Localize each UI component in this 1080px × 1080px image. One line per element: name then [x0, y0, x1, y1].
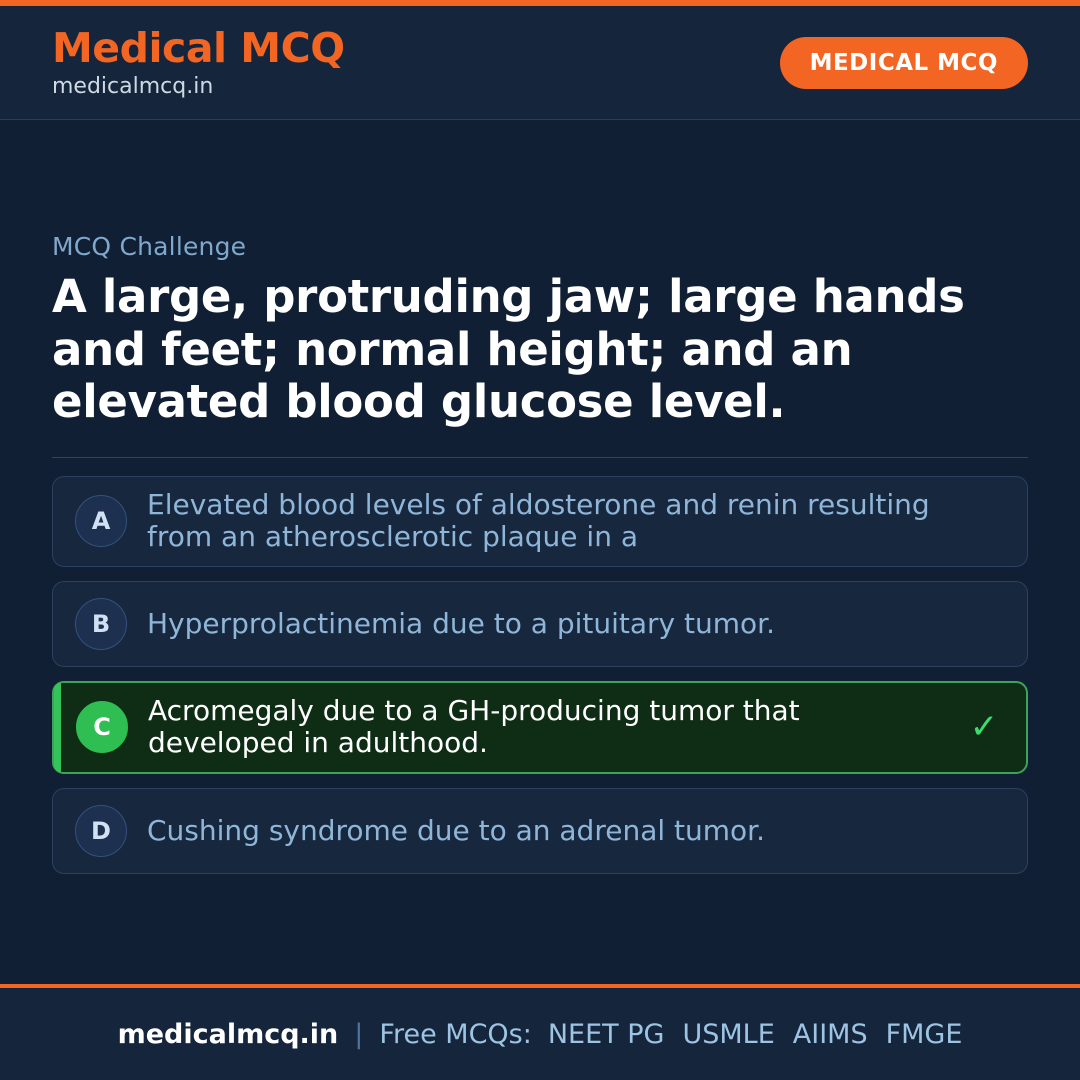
eyebrow-label: MCQ Challenge	[52, 232, 247, 261]
option-text-c: Acromegaly due to a GH-producing tumor that developed in adulthood.	[148, 693, 800, 760]
brand-block	[52, 23, 345, 99]
brand-pill-badge: MEDICAL MCQ	[780, 37, 1028, 89]
footer-exam-item: USMLE	[682, 1018, 775, 1050]
header-bar	[0, 6, 1080, 120]
footer-exam-item: AIIMS	[792, 1018, 868, 1050]
section-divider	[52, 457, 1028, 458]
footer-exam-item: NEET PG	[547, 1018, 665, 1050]
footer-exam-item: FMGE	[885, 1018, 963, 1050]
option-text-b: Hyperprolactinemia due to a pituitary tumor.	[147, 606, 775, 640]
option-c[interactable]	[52, 681, 1028, 774]
option-text-d: Cushing syndrome due to an adrenal tumor.	[147, 813, 766, 847]
option-letter-a: A	[75, 495, 127, 547]
question-text: A large, protruding jaw; large hands and feet; normal height; and an elevated blood glucose level.	[52, 270, 965, 429]
option-d[interactable]	[52, 788, 1028, 874]
option-letter-d: D	[75, 805, 127, 857]
footer-separator: |	[354, 1018, 364, 1050]
option-text-a: Elevated blood levels of aldosterone and renin resulting from an atherosclerotic plaque in a	[147, 487, 930, 554]
content-area	[0, 120, 1080, 984]
footer-label: Free MCQs:	[379, 1018, 532, 1050]
option-b[interactable]	[52, 581, 1028, 667]
option-letter-c: C	[76, 701, 128, 753]
footer-bar	[0, 988, 1080, 1080]
check-icon: ✓	[969, 707, 999, 748]
option-letter-b: B	[75, 598, 127, 650]
option-a[interactable]	[52, 476, 1028, 567]
footer-site: medicalmcq.in	[117, 1018, 339, 1050]
footer-exams	[548, 1019, 963, 1050]
brand-subtitle: medicalmcq.in	[52, 73, 214, 99]
brand-title: Medical MCQ	[52, 23, 345, 72]
options-list	[52, 476, 1028, 874]
